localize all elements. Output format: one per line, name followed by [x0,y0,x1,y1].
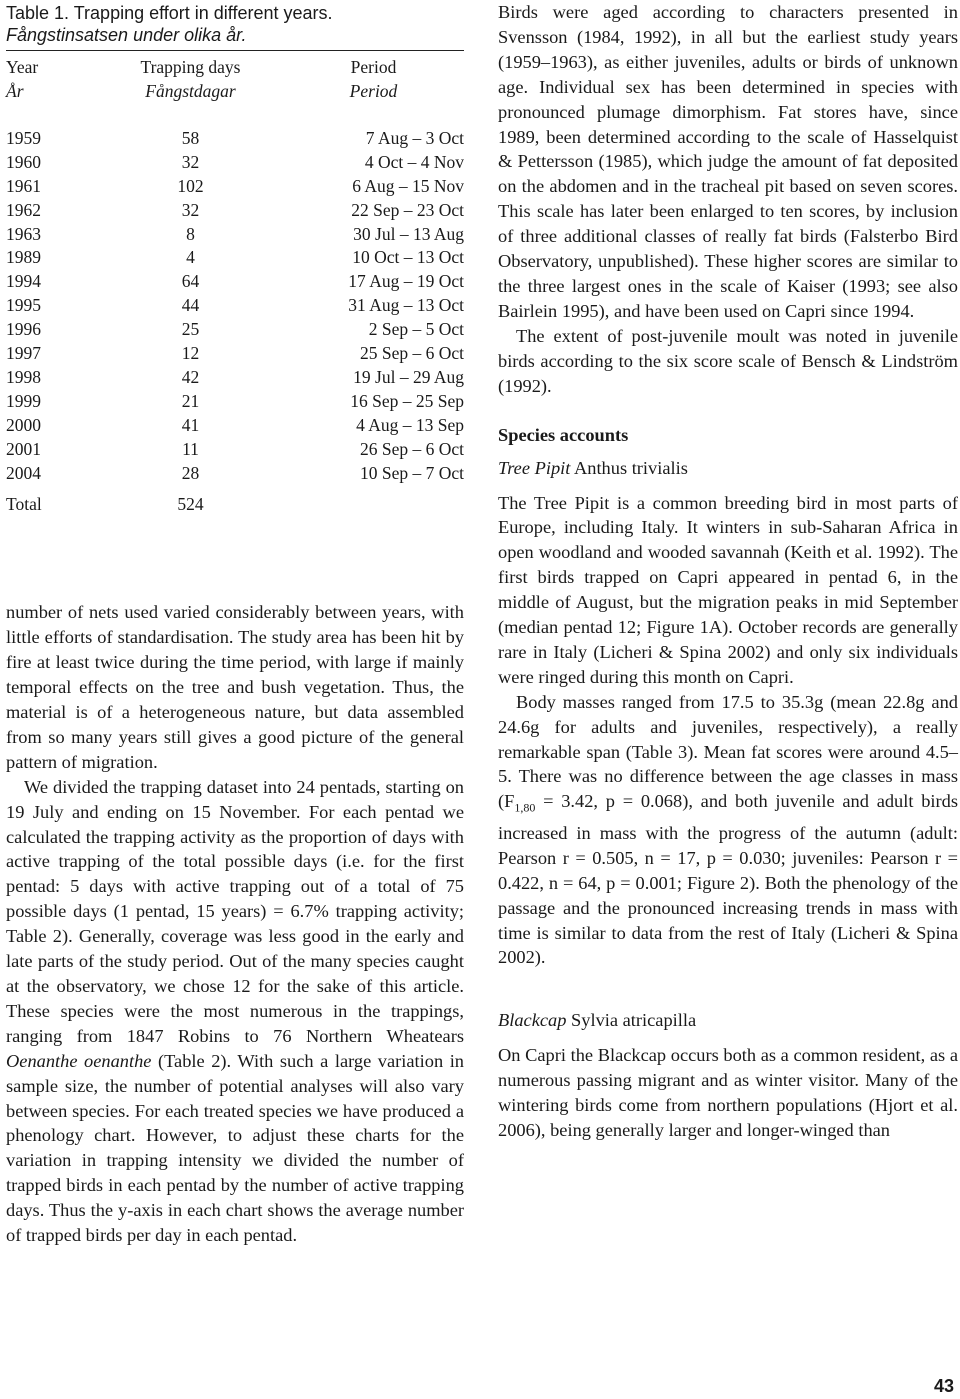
table-row [6,246,464,270]
left-paragraph-2: We divided the trapping dataset into 24 pentads, starting on 19 July and ending on 15 November. For each pentad we calculated the trapping activity as the proportion of days with active trapping of the total possible days (i.e. for the first pentad: 5 days with active trapping out of a total of 75 possible days (1 pentad, 15 years) = 6.7% trapping activity; Table 2). Generally, coverage was less good in the early and late parts of the study period. Out of the many species caught at the observatory, we chose 12 for the sake of this article. These species were the most numerous in the trappings, ranging from 1847 Robins to 76 Northern Wheatears Oenanthe oenanthe (Table 2). With such a large variation in sample size, the number of potential analyses will also vary between species. For each treated species we have produced a phenology chart. However, to adjust these charts for the variation in trapping intensity we divided the number of trapped birds in each pentad by the number of active trapping days. Thus the y-axis in each chart shows the average number of trapped birds per day in each pentad. [6,776,464,1246]
cell-year: 1996 [6,319,41,340]
cell-trapping-days: 58 [181,127,200,148]
page-number: 43 [933,1376,954,1396]
blackcap-text [498,1043,958,1143]
cell-trapping-days: 41 [181,414,200,435]
right-paragraph-2: The extent of post-juvenile moult was noted in juvenile birds according to the six score scale of Bensch & Lindström (1992). [498,325,958,396]
trapping-table [6,55,464,517]
cell-year: 1959 [6,127,41,148]
cell-year: 1994 [6,271,41,292]
cell-trapping-days: 42 [181,366,200,387]
tree-pipit-paragraph-2: Body masses ranged from 17.5 to 35.3g (mean 22.8g and 24.6g for adults and juveniles, respectively), a really remarkable span (Table 3). Mean fat scores were around 4.5–5. There was no difference between the age classes in mass ($F_{1,80} = 3.42$, p = 0.068), and both juvenile and adult birds increased in mass with the progress of the autumn (adult: Pearson r = 0.505, n = 17, p = 0.030; juveniles: Pearson r = 0.422, n = 64, p = 0.001; Figure 2). Both the phenology of the passage and the pronounced increasing trends in mass with time is similar to data from the rest of Italy (Licheri & Spina 2002). [498,691,958,968]
cell-trapping-days: 12 [181,343,200,364]
table-row [6,366,464,390]
right-paragraph-1: Birds were aged according to characters presented in Svensson (1984, 1992), in all but the earliest study years (1959–1963), as either juveniles, adults or birds of unknown age. Individual sex has been determined in species with pronounced plumage dimorphism. Fat stores have, since 1989, been determined according to the scale of Hasselquist & Pettersson (1985), which judge the amount of fat deposited on the abdomen and in the tracheal pit based on seven scores. This scale has later been enlarged to ten scores, by inclusion of three additional classes of really fat birds (Falsterbo Bird Observatory, unpublished). These higher scores are similar to the three largest ones in the scale of Kaiser (1993; see also Bairlein 1995), and have been used on Capri since 1994. [498,2,958,321]
cell-year: 2000 [6,414,41,435]
cell-trapping-days: 28 [181,462,200,483]
cell-period: 22 Sep – 23 Oct [351,199,464,220]
left-body-text [6,600,464,1248]
table-caption [6,2,464,46]
table-row [6,294,464,318]
cell-year: 1995 [6,295,41,316]
total-value: 524 [177,494,204,515]
table-row [6,270,464,294]
table-body [6,127,464,486]
cell-trapping-days: 102 [177,175,204,196]
header-period: Period [350,57,397,77]
cell-trapping-days: 4 [186,247,195,268]
cell-period: 2 Sep – 5 Oct [368,319,464,340]
cell-period: 6 Aug – 15 Nov [352,175,464,196]
cell-year: 1963 [6,223,41,244]
cell-period: 10 Sep – 7 Oct [359,462,464,483]
cell-trapping-days: 44 [181,295,200,316]
cell-year: 1961 [6,175,41,196]
species-title-blackcap: Blackcap Sylvia atricapilla [498,1010,697,1031]
cell-trapping-days: 32 [181,199,200,220]
cell-period: 17 Aug – 19 Oct [348,271,464,292]
table-row [6,438,464,462]
table-caption-en: Table 1. Trapping effort in different years. [6,3,333,23]
table-row [6,199,464,223]
table-row [6,462,464,486]
blackcap-paragraph-1: On Capri the Blackcap occurs both as a common resident, as a numerous passing migrant and as winter visitor. Many of the wintering birds come from northern populations (Hjort et al. 2006), being generally larger and longer-winged than [498,1045,958,1141]
table-row [6,127,464,151]
cell-year: 1999 [6,390,41,411]
table-row [6,342,464,366]
section-heading: Species accounts [498,424,629,445]
table-row [6,151,464,175]
left-paragraph-1: number of nets used varied considerably between years, with little efforts of standardisation. The study area has been hit by fire at least twice during the time period, with large if mainly temporal effects on the tree and bush vegetation. Thus, the material is of a heterogeneous nature, but data assembled from so many years still gives a good picture of the general pattern of migration. [6,602,464,772]
header-trapping-days-sv: Fångstdagar [145,81,236,101]
cell-trapping-days: 32 [181,151,200,172]
total-label: Total [6,494,42,515]
table-header-sv [6,79,464,103]
table-total-row [6,485,464,517]
species-name-wheatear: Oenanthe oenanthe [6,1050,152,1071]
right-column [498,0,958,1143]
cell-period: 31 Aug – 13 Oct [348,295,464,316]
header-year-sv: År [6,81,24,101]
cell-period: 7 Aug – 3 Oct [365,127,464,148]
header-year: Year [6,57,39,77]
cell-year: 1997 [6,343,41,364]
table-row [6,414,464,438]
table-header-en [6,55,464,79]
cell-trapping-days: 25 [181,319,200,340]
species-title-tree-pipit: Tree Pipit Anthus trivialis [498,457,688,478]
table-row [6,223,464,247]
cell-trapping-days: 11 [182,438,199,459]
cell-period: 16 Sep – 25 Sep [350,390,464,411]
cell-period: 25 Sep – 6 Oct [359,343,464,364]
header-period-sv: Period [349,81,398,101]
cell-year: 1989 [6,247,41,268]
cell-trapping-days: 8 [186,223,195,244]
cell-period: 26 Sep – 6 Oct [359,438,464,459]
cell-period: 10 Oct – 13 Oct [352,247,464,268]
header-trapping-days: Trapping days [140,57,241,77]
cell-period: 4 Oct – 4 Nov [364,151,464,172]
table-caption-sv: Fångstinsatsen under olika år. [6,25,247,45]
cell-year: 2001 [6,438,41,459]
cell-period: 19 Jul – 29 Aug [353,366,464,387]
cell-period: 4 Aug – 13 Sep [356,414,464,435]
right-body-text [498,0,958,399]
tree-pipit-paragraph-1: The Tree Pipit is a common breeding bird in most parts of Europe, including Italy. It winters in sub-Saharan Africa in open woodland and wooded savannah (Keith et al. 1992). The first birds trapped on Capri appeared in pentad 6, in the middle of August, but the migration peaks in mid September (median pentad 12; Figure 1A). October records are generally rare in Italy (Licheri & Spina 2002) and only six individuals were ringed during this month on Capri. [498,492,958,687]
cell-trapping-days: 64 [181,271,200,292]
cell-year: 1998 [6,366,41,387]
cell-year: 2004 [6,462,41,483]
tree-pipit-text [498,491,958,971]
left-column [6,0,464,1248]
table-row [6,318,464,342]
cell-year: 1960 [6,151,41,172]
table-row [6,175,464,199]
table-top-rule [6,50,464,51]
cell-year: 1962 [6,199,41,220]
cell-trapping-days: 21 [181,390,200,411]
table-row [6,390,464,414]
cell-period: 30 Jul – 13 Aug [353,223,464,244]
